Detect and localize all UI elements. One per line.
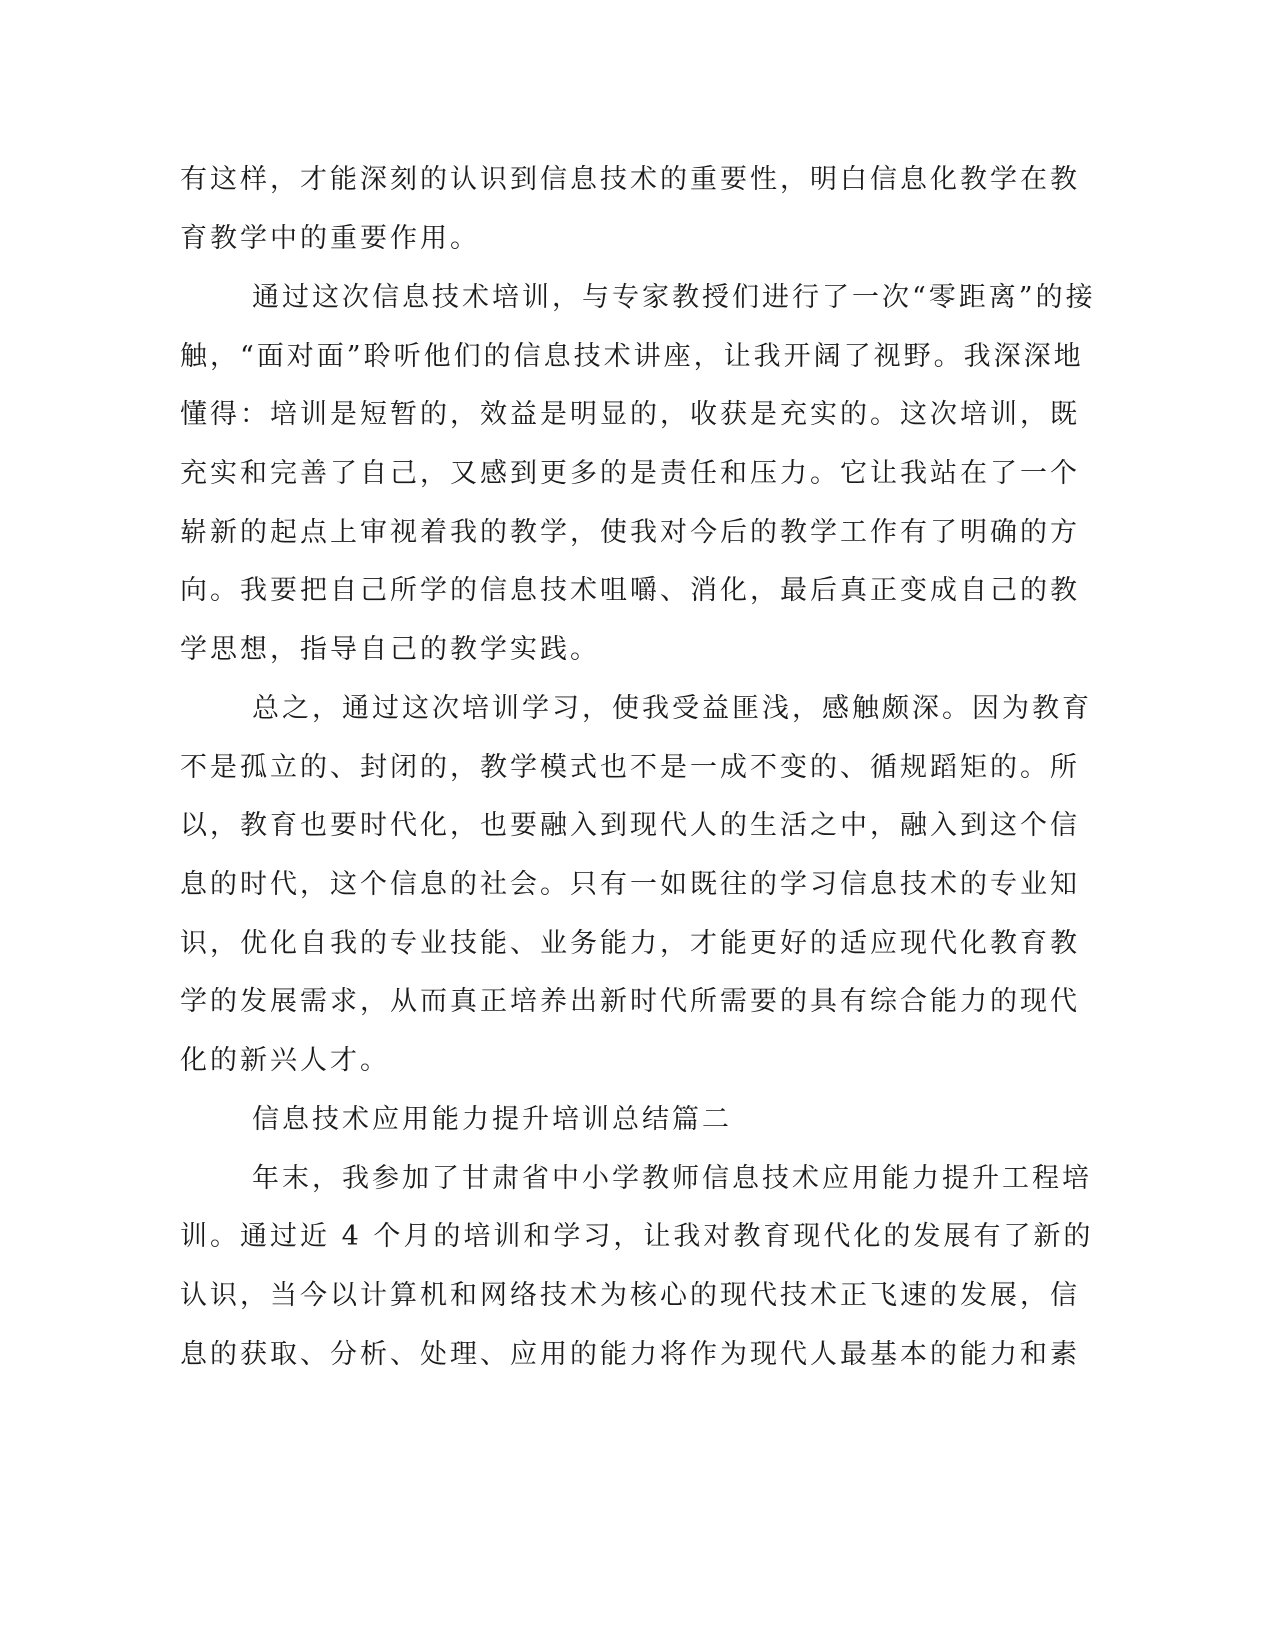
text-line: 化的新兴人才。 [180, 1045, 390, 1076]
text-line: 息的获取、分析、处理、应用的能力将作为现代人最基本的能力和素 [180, 1339, 1080, 1370]
text-line: 学的发展需求，从而真正培养出新时代所需要的具有综合能力的现代 [180, 986, 1080, 1017]
text-line: 息的时代，这个信息的社会。只有一如既往的学习信息技术的专业知 [180, 869, 1080, 900]
section-heading: 信息技术应用能力提升培训总结篇二 [252, 1104, 732, 1135]
text-line: 触，“面对面”聆听他们的信息技术讲座，让我开阔了视野。我深深地 [180, 341, 1084, 372]
text-line: 认识，当今以计算机和网络技术为核心的现代技术正飞速的发展，信 [180, 1280, 1080, 1311]
text-line: 有这样，才能深刻的认识到信息技术的重要性，明白信息化教学在教 [180, 164, 1080, 195]
paragraph-first-line: 总之，通过这次培训学习，使我受益匪浅，感触颇深。因为教育 [252, 693, 1092, 724]
text-line: 识，优化自我的专业技能、业务能力，才能更好的适应现代化教育教 [180, 928, 1080, 959]
text-line: 训。通过近 4 个月的培训和学习，让我对教育现代化的发展有了新的 [180, 1221, 1094, 1252]
text-line: 懂得：培训是短暂的，效益是明显的，收获是充实的。这次培训，既 [180, 399, 1080, 430]
text-line: 学思想，指导自己的教学实践。 [180, 634, 600, 665]
text-line: 以，教育也要时代化，也要融入到现代人的生活之中，融入到这个信 [180, 810, 1080, 841]
paragraph-first-line: 年末，我参加了甘肃省中小学教师信息技术应用能力提升工程培 [252, 1163, 1092, 1194]
text-line: 育教学中的重要作用。 [180, 223, 480, 254]
text-line: 崭新的起点上审视着我的教学，使我对今后的教学工作有了明确的方 [180, 517, 1080, 548]
text-line: 不是孤立的、封闭的，教学模式也不是一成不变的、循规蹈矩的。所 [180, 752, 1080, 783]
text-line: 充实和完善了自己，又感到更多的是责任和压力。它让我站在了一个 [180, 458, 1080, 489]
text-line: 向。我要把自己所学的信息技术咀嚼、消化，最后真正变成自己的教 [180, 575, 1080, 606]
paragraph-first-line: 通过这次信息技术培训，与专家教授们进行了一次“零距离”的接 [252, 282, 1096, 313]
